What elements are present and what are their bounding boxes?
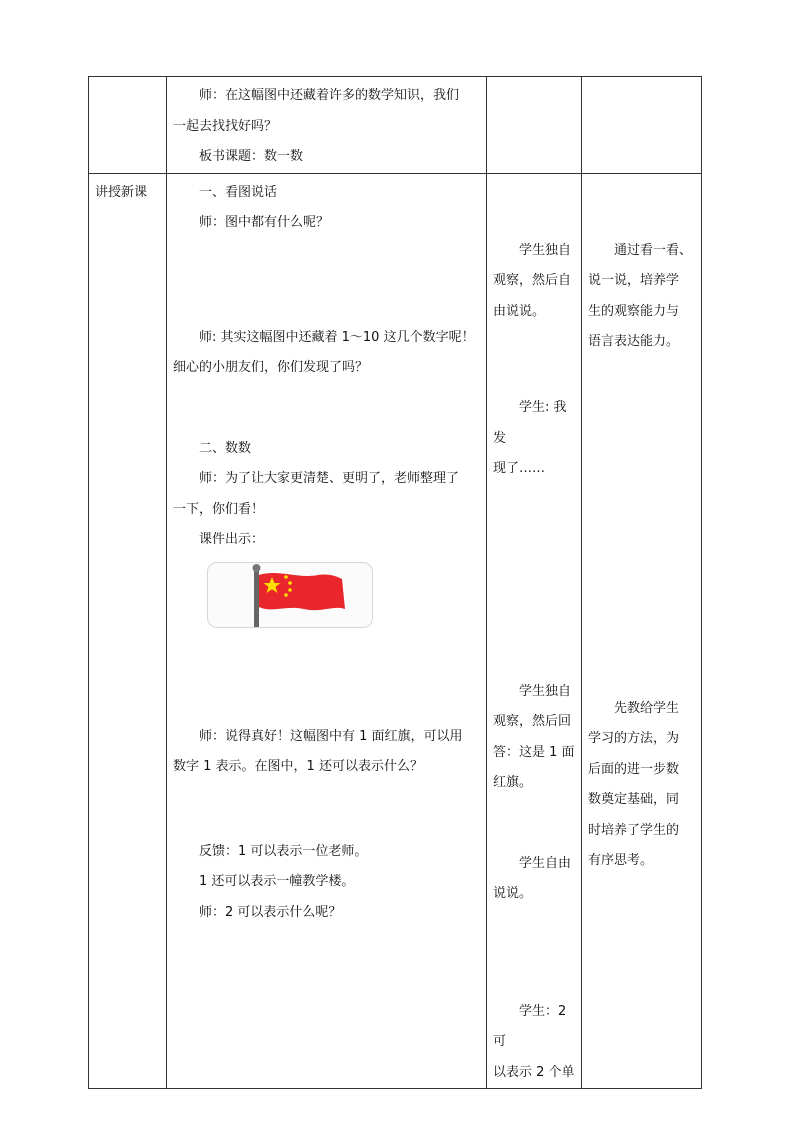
text-line: 师：2 可以表示什么呢？	[199, 904, 342, 920]
student-activity-cell	[487, 173, 582, 1089]
spacer	[173, 239, 480, 323]
flag-small-star	[288, 588, 292, 592]
heading-look-and-talk: 一、看图说话	[199, 184, 278, 200]
text-line: 学生：2 可	[493, 1003, 567, 1049]
flag-small-star	[284, 575, 288, 579]
design-purpose-cell	[582, 77, 702, 174]
text-line: 反馈：1 可以表示一位老师。	[199, 843, 368, 859]
text-line: 有序思考。	[588, 853, 654, 868]
text-line: 语言表达能力。	[588, 334, 680, 349]
flagpole-top	[253, 564, 261, 572]
text-line: 学生自由	[519, 855, 572, 871]
text-line: 数奠定基础，同	[588, 792, 680, 807]
flagpole	[254, 567, 259, 627]
section-cell	[89, 173, 167, 1089]
text-line: 一起去找找好吗？	[173, 118, 278, 134]
spacer	[173, 636, 480, 722]
teacher-activity-cell	[167, 77, 487, 174]
text-line: 师：在这幅图中还藏着许多的数学知识，我们	[199, 88, 460, 103]
text-line: 课件出示：	[199, 532, 265, 547]
text-line: 后面的进一步数	[588, 761, 680, 777]
text-line: 师：说得真好！这幅图中有 1 面红旗，可以用	[199, 728, 463, 744]
text-line: 学习的方法，为	[588, 731, 680, 746]
section-cell-empty	[89, 77, 167, 174]
text-line: 观察，然后回	[493, 714, 572, 729]
spacer	[588, 358, 695, 694]
text-line: 师：图中都有什么呢？	[199, 215, 330, 230]
text-line: 观察，然后自	[493, 273, 572, 288]
text-line: 板书课题：数一数	[199, 149, 304, 164]
text-line: 答：这是 1 面	[493, 744, 575, 760]
flag-small-star	[284, 593, 288, 597]
table-row	[89, 173, 702, 1089]
text-line: 学生独自	[519, 242, 572, 258]
table-row	[89, 77, 702, 174]
text-line: 先教给学生	[614, 700, 680, 716]
spacer	[493, 910, 575, 997]
spacer	[173, 783, 480, 837]
red-flag-icon	[208, 563, 372, 627]
spacer	[493, 178, 575, 236]
text-line: 细心的小朋友们，你们发现了吗？	[173, 360, 369, 375]
text-line: 生的观察能力与	[588, 303, 680, 319]
text-line: 学生独自	[519, 683, 572, 699]
text-line: 一下，你们看！	[173, 501, 265, 517]
text-line: 说一说，培养学	[588, 273, 680, 288]
spacer	[173, 384, 480, 434]
spacer	[493, 327, 575, 393]
flag-small-star	[288, 581, 292, 585]
spacer	[588, 178, 695, 236]
text-line: 通过看一看、	[614, 242, 693, 258]
text-line: 说说。	[493, 886, 533, 901]
text-line: 1 还可以表示一幢教学楼。	[199, 874, 355, 889]
spacer	[493, 799, 575, 849]
text-line: 由说说。	[493, 303, 546, 319]
text-line: 现了……	[493, 461, 546, 476]
flag-image	[207, 562, 373, 628]
text-line: 学生: 我发	[493, 400, 567, 446]
lesson-plan-table	[88, 76, 702, 1089]
student-activity-cell	[487, 77, 582, 174]
text-line: 师：为了让大家更清楚、更明了，老师整理了	[199, 471, 460, 486]
text-line: 以表示 2 个单	[493, 1064, 575, 1080]
text-line: 红旗。	[493, 775, 533, 790]
text-line: 师: 其实这幅图中还藏着 1～10 这几个数字呢！	[199, 329, 475, 345]
heading-counting: 二、数数	[199, 440, 252, 456]
section-label: 讲授新课	[95, 184, 148, 200]
text-line: 数字 1 表示。在图中，1 还可以表示什么？	[173, 759, 423, 774]
text-line: 时培养了学生的	[588, 822, 680, 838]
spacer	[493, 485, 575, 677]
teacher-activity-cell	[167, 173, 487, 1089]
design-purpose-cell	[582, 173, 702, 1089]
